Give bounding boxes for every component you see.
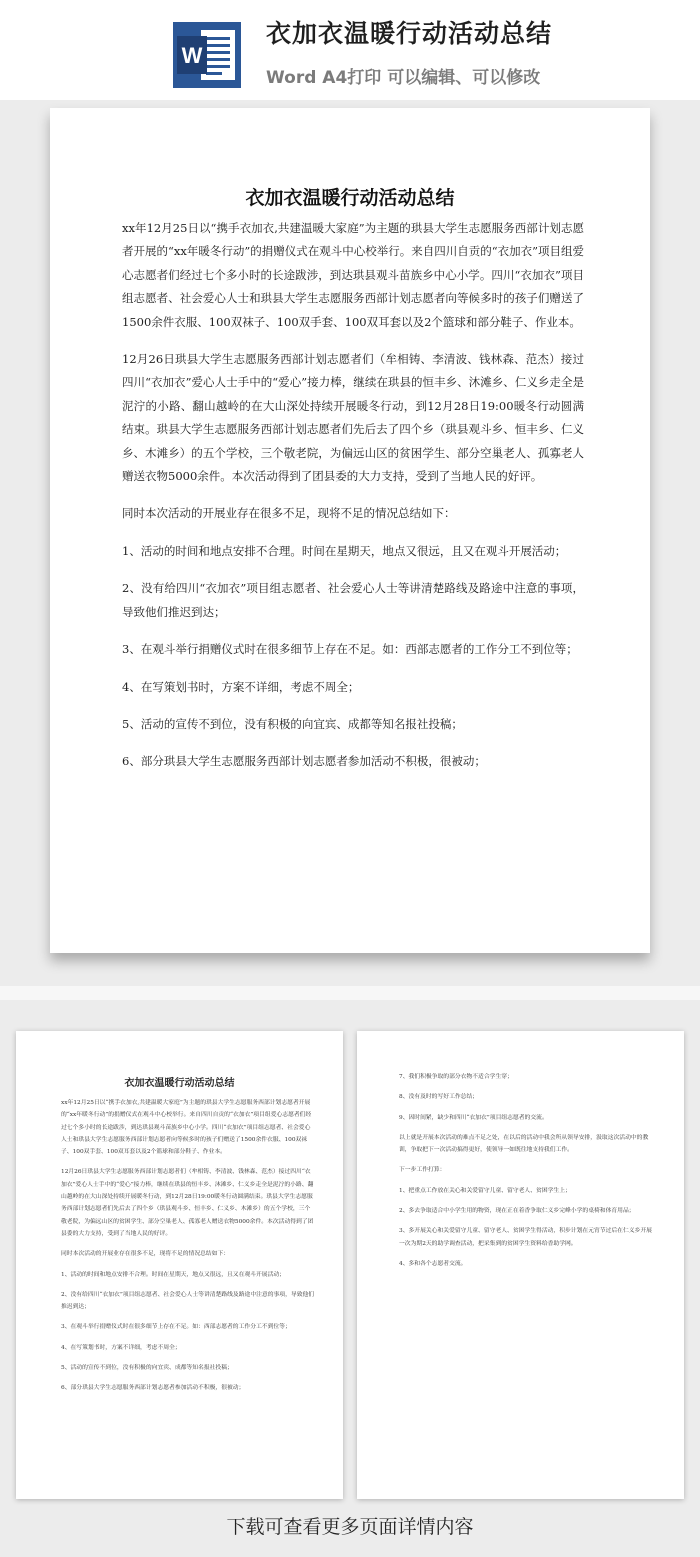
- download-more-link[interactable]: 下载可查看更多页面详情内容: [226, 1516, 474, 1538]
- word-document-icon: [173, 22, 241, 88]
- paragraph: xx年12月25日以“携手衣加衣,共建温暖大家庭”为主题的珙县大学生志愿服务西部计划志愿者开展的“xx年暖冬行动”的捐赠仪式在观斗中心校举行。来自四川自贡的“衣加衣”项目组爱心志愿者们经过七个多小时的长途跋涉，到达珙县观斗苗族乡中心小学。四川“衣加衣”项目组志愿者、社会爱心人士和珙县大学生志愿服务西部计划志愿者向等候多时的孩子们赠送了1500余件衣服、100双袜子、100双手套、100双耳套以及2个篮球和部分鞋子、作业本。: [122, 221, 584, 329]
- list-item: 5、活动的宣传不到位，没有积极的向宜宾、成都等知名报社投稿；: [122, 716, 463, 731]
- paragraph: 同时本次活动的开展业存在很多不足，现将不足的情况总结如下：: [122, 506, 456, 521]
- banner-title: 衣加衣温暖行动活动总结: [266, 19, 553, 48]
- thumbnail-title: 衣加衣温暖行动活动总结: [124, 1078, 235, 1089]
- section-divider: [0, 986, 700, 1000]
- thumbnail-body: [357, 1031, 684, 1270]
- list-item: 2、没有给四川“衣加衣”项目组志愿者、社会爱心人士等讲清楚路线及路途中注意的事项，导致他们推迟到达；: [122, 581, 584, 619]
- document-title: 衣加衣温暖行动活动总结: [245, 187, 455, 209]
- list-item: 1、活动的时间和地点安排不合理。时间在星期天，地点又很远，且又在观斗开展活动；: [61, 1271, 285, 1278]
- paragraph: 以上就是开展本次活动的难点不足之处，在以后的活动中我会所从领导安排，汲取这次活动中的教训，争取把下一次活动搞得更好，使领导一如既往地支持我们工作。: [399, 1134, 649, 1154]
- list-item: 3、多开展关心和关爱留守儿童、留守老人、贫困学生得活动，积步计划在元宵节过后在仁义乡开展一次为期2天的助学调查活动，把采集到的贫困学生资料给香助学网。: [399, 1228, 652, 1247]
- paragraph: xx年12月25日以“携手衣加衣,共建温暖大家庭”为主题的珙县大学生志愿服务西部计划志愿者开展的“xx年暖冬行动”的捐赠仪式在观斗中心校举行。来自四川自贡的“衣加衣”项目组爱心志愿者们经过七个多小时的长途跋涉，到达珙县观斗苗族乡中心小学。四川“衣加衣”项目组志愿者、社会爱心人士和珙县大学生志愿服务西部计划志愿者向等候多时的孩子们赠送了1500余件衣服、100双袜子、100双手套、100双耳套以及2个篮球和部分鞋子、作业本。: [61, 1100, 312, 1156]
- paragraph: 12月26日珙县大学生志愿服务西部计划志愿者们（牟相铸、李清波、钱林森、范杰）接过四川“衣加衣”爱心人士手中的“爱心”接力棒，继续在珙县的恒丰乡、沐滩乡、仁义乡走全是泥泞的小路、翻山越岭的在大山深处持续开展暖冬行动，到12月28日19:00暖冬行动圆满结束。珙县大学生志愿服务西部计划志愿者们先后去了四个乡（珙县观斗乡、恒丰乡、仁义乡、木滩乡）的五个学校，三个敬老院，为偏远山区的贫困学生、部分空巢老人、孤寡老人赠送衣物5000余件。本次活动得到了团县委的大力支持，受到了当地人民的好评。: [122, 352, 584, 484]
- thumbnail-body: [16, 1097, 343, 1395]
- list-item: 3、在观斗举行捐赠仪式时在很多细节上存在不足。如：西部志愿者的工作分工不到位等；: [61, 1324, 291, 1331]
- list-item: 1、活动的时间和地点安排不合理。时间在星期天，地点又很远，且又在观斗开展活动；: [122, 543, 567, 558]
- paragraph: 下一步工作打算：: [399, 1167, 446, 1174]
- document-body: [122, 217, 584, 788]
- list-item: 8、没有及时的写好工作总结；: [399, 1094, 479, 1101]
- page-thumbnail-2[interactable]: [357, 1031, 684, 1499]
- list-item: 3、在观斗举行捐赠仪式时在很多细节上存在不足。如：西部志愿者的工作分工不到位等；: [122, 642, 578, 657]
- list-item: 2、多去争取适合中小学生用的物资，现在正在着香争取仁义乡完峰小学的桌椅和体育用品；: [399, 1208, 635, 1215]
- list-item: 2、没有给四川“衣加衣”项目组志愿者、社会爱心人士等讲清楚路线及路途中注意的事项，导致他们推迟到达；: [61, 1291, 315, 1311]
- paragraph: 12月26日珙县大学生志愿服务西部计划志愿者们（牟相铸、李清波、钱林森、范杰）接过四川“衣加衣”爱心人士手中的“爱心”接力棒，继续在珙县的恒丰乡、沐滩乡、仁义乡走全是泥泞的小路、翻山越岭的在大山深处持续开展暖冬行动，到12月28日19:00暖冬行动圆满结束。珙县大学生志愿服务西部计划志愿者们先后去了四个乡（珙县观斗乡、恒丰乡、仁义乡、木滩乡）的五个学校，三个敬老院，为偏远山区的贫困学生、部分空巢老人、孤寡老人赠送衣物5000余件。本次活动得到了团县委的大力支持，受到了当地人民的好评。: [61, 1169, 314, 1237]
- word-icon-letter: W: [181, 43, 203, 68]
- list-item: 4、多和各个志愿者交流。: [399, 1260, 467, 1267]
- paragraph: 同时本次活动的开展业存在很多不足，现将不足的情况总结如下：: [61, 1251, 230, 1258]
- banner-subtitle: Word A4打印 可以编辑、可以修改: [266, 68, 541, 88]
- page-thumbnail-1[interactable]: [16, 1031, 343, 1499]
- list-item: 6、部分珙县大学生志愿服务西部计划志愿者参加活动不积极，很被动；: [61, 1385, 245, 1392]
- list-item: 4、在写策划书时，方案不详细，考虑不周全；: [61, 1344, 181, 1351]
- list-item: 9、因时间紧，缺少和四川“衣加衣”项目组志愿者的交流。: [399, 1114, 548, 1121]
- list-item: 4、在写策划书时，方案不详细，考虑不周全；: [122, 679, 360, 694]
- list-item: 7、我们积极争取的部分衣物不适合学生穿；: [399, 1074, 513, 1080]
- list-item: 1、把重点工作放在关心和关爱留守儿童、留守老人、贫困学生上；: [399, 1187, 571, 1194]
- document-page-preview: [50, 108, 650, 953]
- list-item: 5、活动的宣传不到位，没有积极的向宜宾、成都等知名报社投稿；: [61, 1365, 233, 1372]
- header-banner: [0, 0, 700, 100]
- list-item: 6、部分珙县大学生志愿服务西部计划志愿者参加活动不积极，很被动；: [122, 754, 486, 769]
